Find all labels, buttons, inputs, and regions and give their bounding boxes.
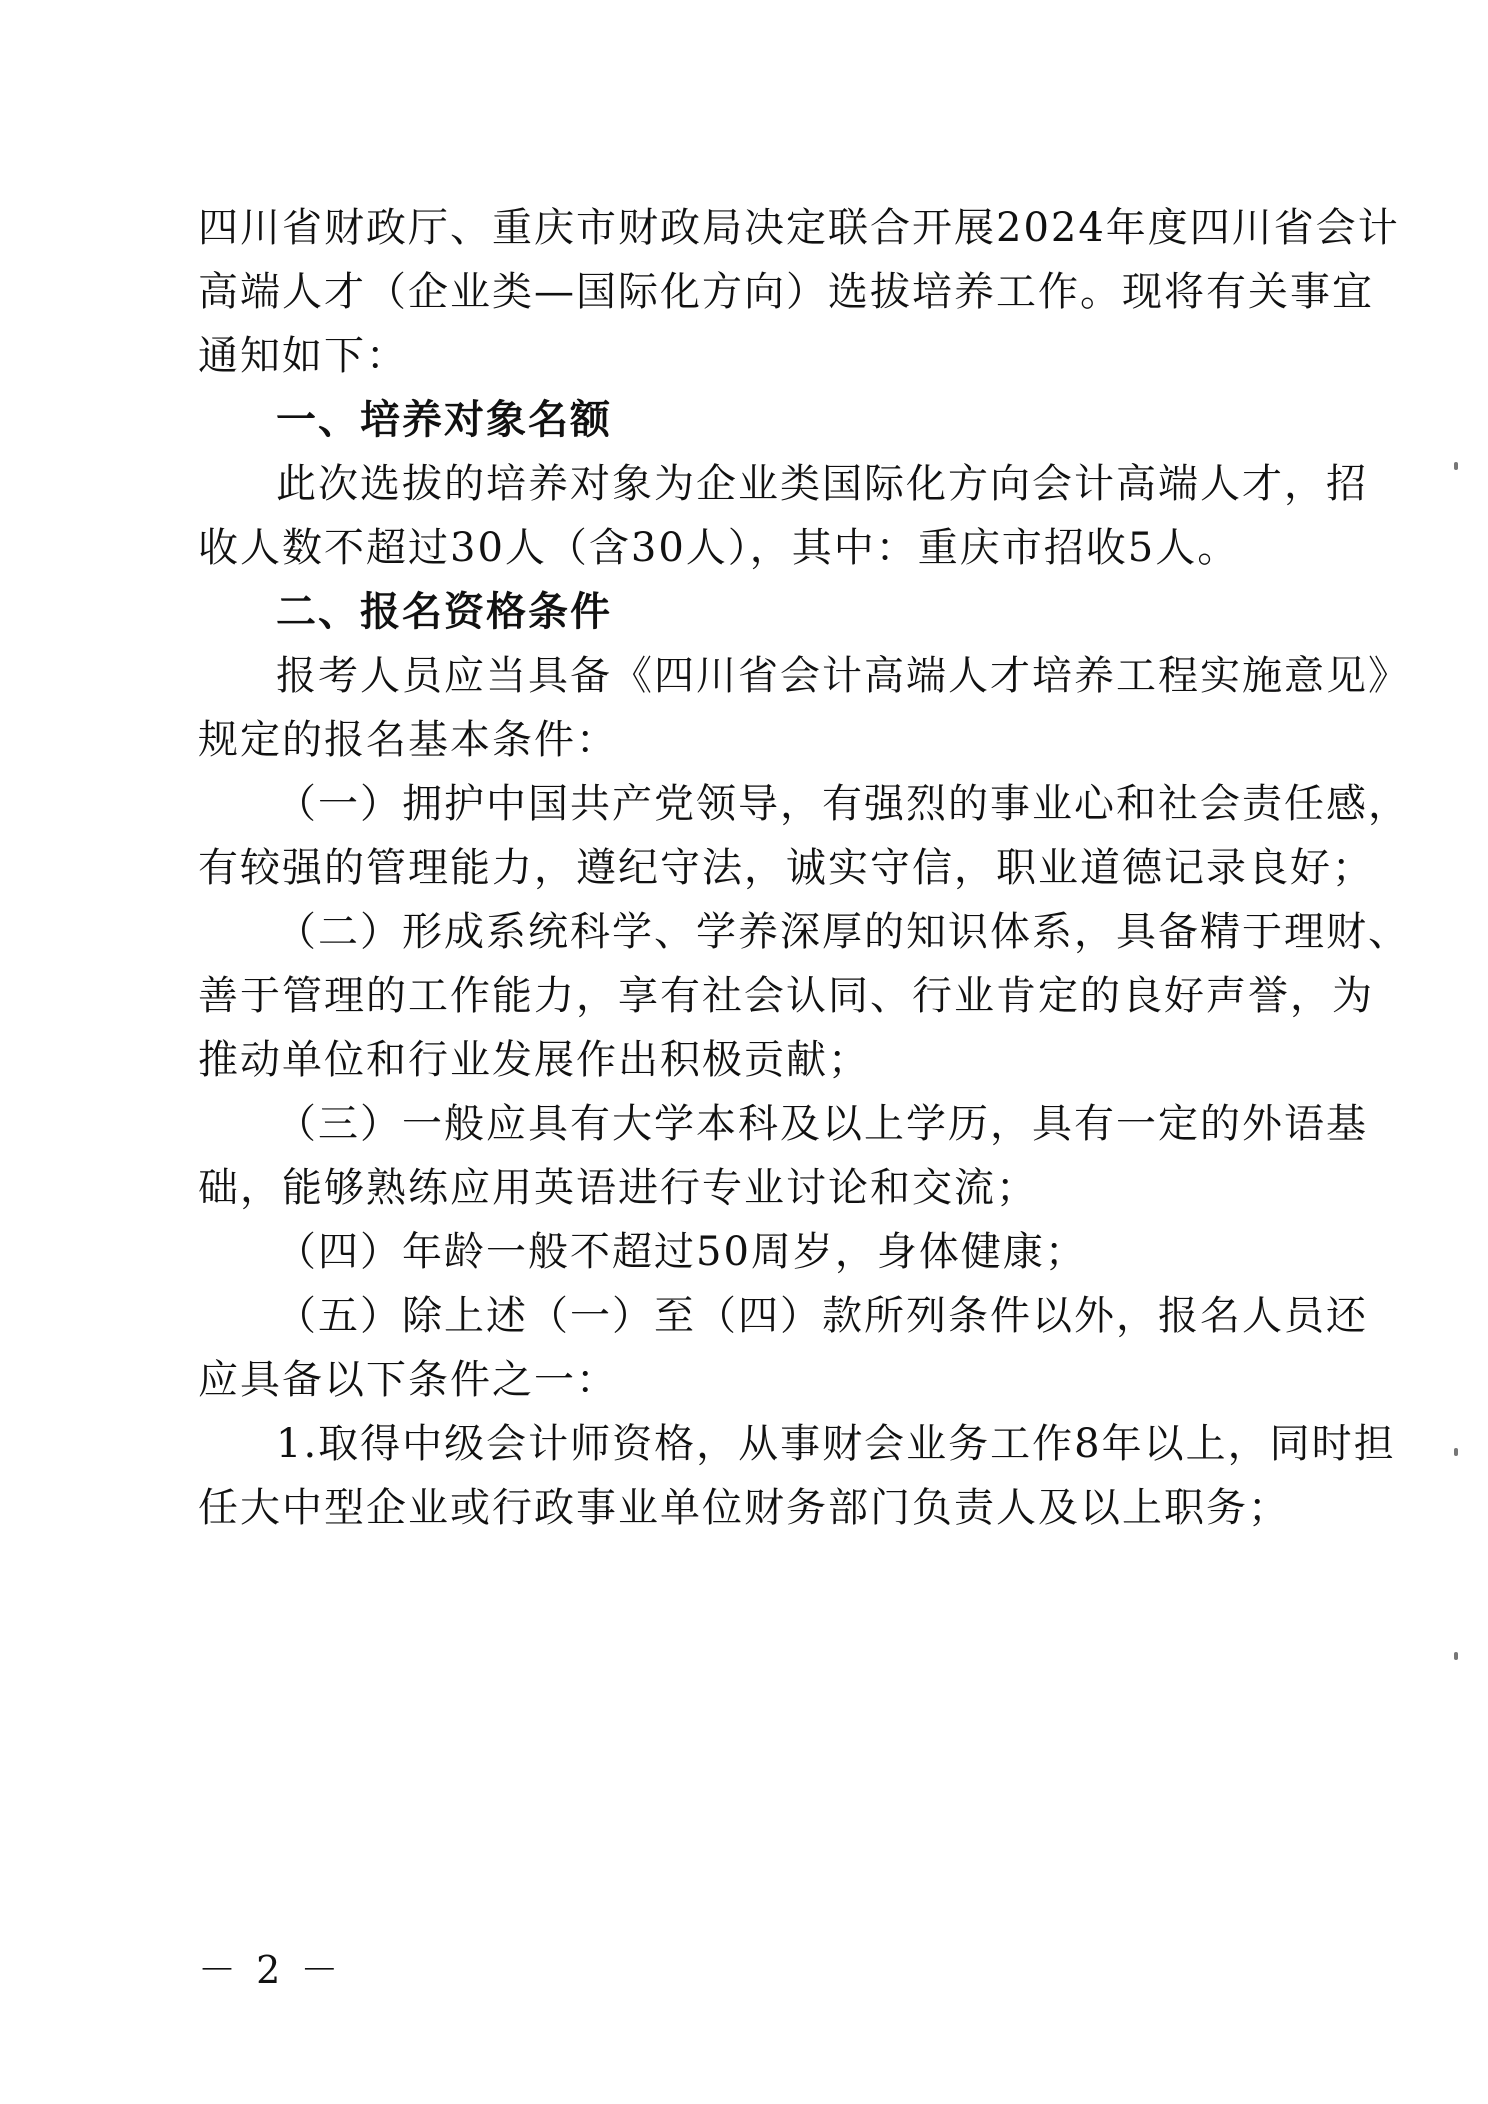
- page-number: － 2 －: [198, 1948, 343, 1992]
- condition-5-line-1: （五）除上述（一）至（四）款所列条件以外，报名人员还: [276, 1293, 1368, 1339]
- paragraph-quota-line-2: 收人数不超过30人（含30人），其中：重庆市招收5人。: [198, 525, 1240, 571]
- condition-4-line-1: （四）年龄一般不超过50周岁，身体健康；: [276, 1229, 1087, 1275]
- option-1-line-1: 1.取得中级会计师资格，从事财会业务工作8年以上，同时担: [276, 1421, 1396, 1467]
- paragraph-intro-line-3: 通知如下：: [198, 333, 408, 379]
- condition-3-line-2: 础，能够熟练应用英语进行专业讨论和交流；: [198, 1165, 1038, 1211]
- paragraph-intro-line-1: 四川省财政厅、重庆市财政局决定联合开展2024年度四川省会计: [198, 205, 1400, 251]
- paragraph-quota-line-1: 此次选拔的培养对象为企业类国际化方向会计高端人才，招: [276, 461, 1368, 507]
- section-heading-eligibility: 二、报名资格条件: [276, 588, 612, 635]
- option-1-line-2: 任大中型企业或行政事业单位财务部门负责人及以上职务；: [198, 1485, 1290, 1531]
- section-heading-quota: 一、培养对象名额: [276, 396, 612, 443]
- scan-speck: [1454, 1652, 1458, 1660]
- condition-3-line-1: （三）一般应具有大学本科及以上学历，具有一定的外语基: [276, 1101, 1368, 1147]
- paragraph-intro-line-2: 高端人才（企业类—国际化方向）选拔培养工作。现将有关事宜: [198, 269, 1374, 315]
- paragraph-eligibility-line-1: 报考人员应当具备《四川省会计高端人才培养工程实施意见》: [276, 653, 1410, 699]
- condition-1-line-1: （一）拥护中国共产党领导，有强烈的事业心和社会责任感，: [276, 781, 1410, 827]
- scan-speck: [1454, 1448, 1458, 1456]
- condition-2-line-3: 推动单位和行业发展作出积极贡献；: [198, 1037, 870, 1083]
- condition-2-line-1: （二）形成系统科学、学养深厚的知识体系，具备精于理财、: [276, 909, 1410, 955]
- paragraph-eligibility-line-2: 规定的报名基本条件：: [198, 717, 618, 763]
- condition-1-line-2: 有较强的管理能力，遵纪守法，诚实守信，职业道德记录良好；: [198, 845, 1374, 891]
- condition-5-line-2: 应具备以下条件之一：: [198, 1357, 618, 1403]
- condition-2-line-2: 善于管理的工作能力，享有社会认同、行业肯定的良好声誉，为: [198, 973, 1374, 1019]
- scan-speck: [1454, 462, 1458, 470]
